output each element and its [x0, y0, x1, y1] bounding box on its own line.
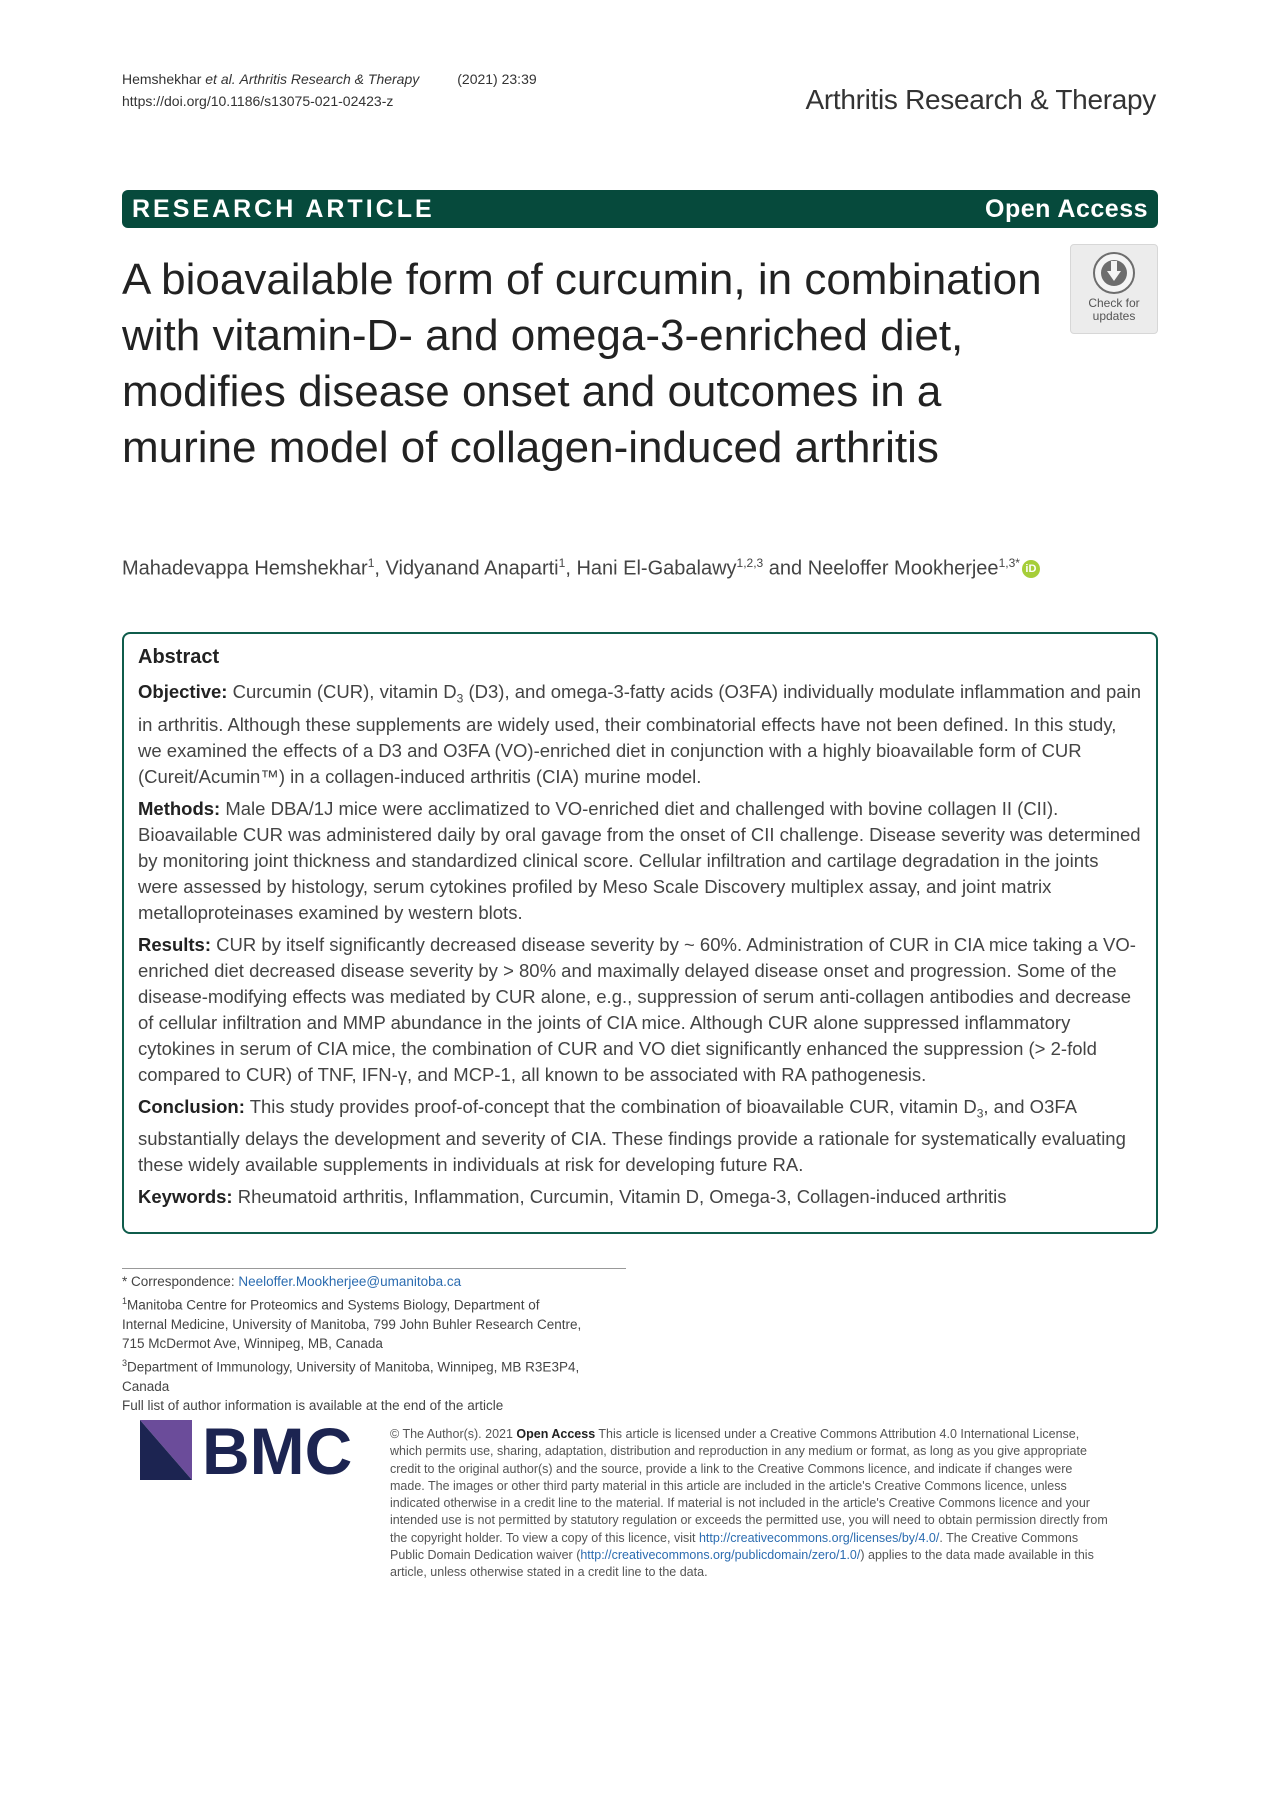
abstract-methods: Methods: Male DBA/1J mice were acclimatized to VO-enriched diet and challenged with bovine collagen II (CII). Bioavailable CUR was administered daily by oral gavage from the onset of CII challenge. Disease severity was determined by monitoring joint thickness and standardized clinical score. Cellular infiltration and cartilage degradation in the joints were assessed by histology, serum cytokines profiled by Meso Scale Discovery multiplex assay, and joint matrix metalloproteinases examined by western blots.: [138, 797, 1141, 923]
correspondence-email-link[interactable]: Neeloffer.Mookherjee@umanitoba.ca: [238, 1274, 462, 1289]
author-name[interactable]: Hani El-Gabalawy: [576, 557, 737, 580]
cc-by-license-link[interactable]: http://creativecommons.org/licenses/by/4.0/: [698, 1530, 940, 1545]
author-affiliation: 1,3*: [998, 556, 1020, 570]
check-for-updates-label: Check for updates: [1088, 296, 1140, 323]
abstract-objective: Objective: Curcumin (CUR), vitamin $D_3$ (D3), and omega-3-fatty acids (O3FA) individually modulate inflammation and pain in arthritis. Although these supplements are widely used, their combinatorial effects have not been defined. In this study, we examined the effects of a D3 and O3FA (VO)-enriched diet in conjunction with a highly bioavailable form of CUR (Cureit/Acumin™) in a collagen-induced arthritis (CIA) murine model.: [138, 681, 1141, 787]
correspondence-line: * Correspondence: Neeloffer.Mookherjee@umanitoba.ca: [122, 1274, 462, 1289]
abstract-conclusion: Conclusion: This study provides proof-of-concept that the combination of bioavailable CUR, vitamin $D_3$, and O3FA substantially delays the development and severity of CIA. These findings provide a rationale for systematically evaluating these widely available supplements in individuals at risk for developing future RA.: [138, 1095, 1126, 1176]
article-type-label: RESEARCH ARTICLE: [132, 194, 435, 223]
doi-link[interactable]: https://doi.org/10.1186/s13075-021-02423-z: [122, 93, 394, 109]
author-name[interactable]: Neeloffer Mookherjee: [807, 557, 999, 580]
bmc-logo: [140, 1418, 370, 1482]
check-for-updates-badge[interactable]: [1070, 244, 1158, 334]
open-access-label: Open Access: [985, 194, 1148, 223]
cc-zero-link[interactable]: http://creativecommons.org/publicdomain/zero/1.0/: [580, 1548, 861, 1563]
author-affiliation: 1: [558, 556, 566, 570]
citation-authors: Hemshekhar: [122, 71, 202, 87]
abstract-results: Results: CUR by itself significantly decreased disease severity by ~ 60%. Administration of CUR in CIA mice taking a VO-enriched diet decreased disease severity by > 80% and maximally delayed disease onset and progression. Some of the disease-modifying effects was mediated by CUR alone, e.g., suppression of serum anti-collagen antibodies and decrease of cellular infiltration and MMP abundance in the joints of CIA mice. Although CUR alone suppressed inflammatory cytokines in serum of CIA mice, the combination of CUR and VO diet significantly enhanced the suppression (> 2-fold compared to CUR) of TNF, IFN-γ, and MCP-1, all known to be associated with RA pathogenesis.: [138, 933, 1136, 1085]
author-name[interactable]: Vidyanand Anaparti: [385, 557, 559, 580]
article-type-banner: [122, 190, 1158, 228]
citation-header: [122, 68, 537, 112]
author-affiliation: 1: [367, 556, 375, 570]
license-text: © The Author(s). 2021 Open Access This article is licensed under a Creative Commons Attribution 4.0 International License, which permits use, sharing, adaptation, distribution and reproduction in any medium or format, as long as you give appropriate credit to the original author(s) and the source, provide a link to the Creative Commons licence, and indicate if changes were made. The images or other third party material in this article are included in the article's Creative Commons licence, unless indicated otherwise in a credit line to the material. If material is not included in the article's Creative Commons licence and your intended use is not permitted by statutory regulation or exceeds the permitted use, you will need to obtain permission directly from the copyright holder. To view a copy of this licence, visit http://creativecommons.org/licenses/by/4.0/. The Creative Commons Public Domain Dedication waiver (http://creativecommons.org/publicdomain/zero/1.0/) applies to the data made available in this article, unless otherwise stated in a credit line to the data.: [390, 1427, 1108, 1580]
author-name[interactable]: Mahadevappa Hemshekhar: [122, 557, 368, 580]
full-author-info-note: Full list of author information is available at the end of the article: [122, 1398, 504, 1413]
abstract-heading: Abstract: [138, 646, 220, 668]
check-for-updates-icon: [1092, 251, 1136, 295]
svg-text:BMC: BMC: [202, 1418, 353, 1482]
citation-journal: Arthritis Research & Therapy: [239, 71, 420, 87]
abstract-keywords: Keywords: Rheumatoid arthritis, Inflammation, Curcumin, Vitamin D, Omega-3, Collagen-induced arthritis: [138, 1186, 1007, 1208]
abstract-box: [122, 632, 1158, 1234]
footnotes: * Correspondence: Neeloffer.Mookherjee@umanitoba.ca $^1$Manitoba Centre for Proteomics and Systems Biology, Department of Internal Medicine, University of Manitoba, 799 John Buhler Research Centre, 715 McDermot Ave, Winnipeg, MB, Canada $^3$Department of Immunology, University of Manitoba, Winnipeg, MB R3E3P4, Canada Full list of author information is available at the end of the article: [122, 1272, 642, 1416]
affiliation-1: $^1$Manitoba Centre for Proteomics and Systems Biology, Department of: [122, 1295, 540, 1312]
citation-line: [122, 68, 537, 90]
author-affiliation: 1,2,3: [736, 556, 764, 570]
journal-name: Arthritis Research & Therapy: [805, 84, 1156, 115]
citation-year: (2021) 23:39: [457, 71, 537, 87]
author-list: Mahadevappa Hemshekhar$^1$, Vidyanand Anaparti$^1$, Hani El-Gabalawy$^{1,2,3}$ and Neeloffer Mookherjee$^{1,3*}$ iD: [122, 556, 1040, 581]
orcid-icon[interactable]: iD: [1022, 560, 1040, 578]
article-title: A bioavailable form of curcumin, in combination with vitamin-D- and omega-3-enriched diet, modifies disease onset and outcomes in a murine model of collagen-induced arthritis: [122, 255, 1042, 472]
footnote-divider: [122, 1268, 626, 1269]
affiliation-3: $^3$Department of Immunology, University of Manitoba, Winnipeg, MB R3E3P4,: [122, 1357, 580, 1374]
citation-etal: et al.: [205, 71, 236, 87]
